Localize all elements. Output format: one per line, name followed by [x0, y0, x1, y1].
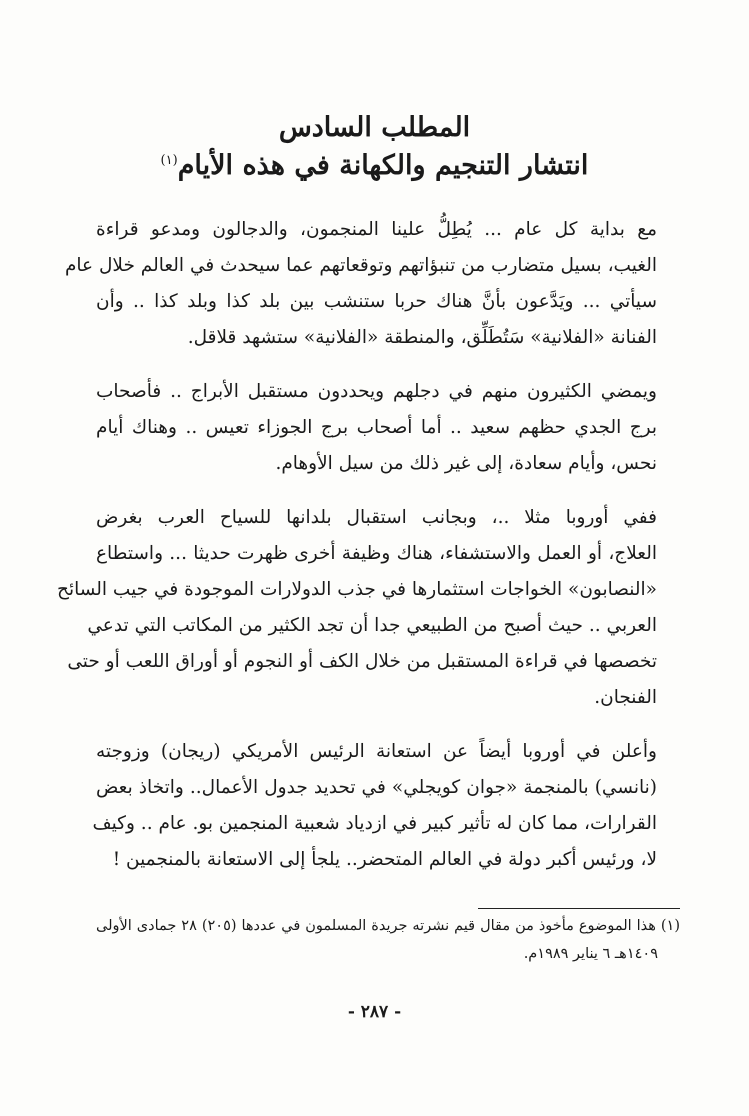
paragraph-4	[92, 734, 657, 878]
paragraph-line: ففي أوروبا مثلا ..، وبجانب استقبال بلدانها للسياح العرب بغرض	[96, 507, 657, 528]
paragraph-3	[57, 500, 657, 716]
footnote-line: (١) هذا الموضوع مأخوذ من مقال قيم نشرته جريدة المسلمون في عددها (٢٠٥) ٢٨ جمادى الأولى	[96, 918, 680, 934]
paragraph-line: (نانسي) بالمنجمة «جوان كويجلي» في تحديد جدول الأعمال.. واتخاذ بعض	[96, 777, 657, 798]
paragraph-line: برج الجدي حظهم سعيد .. أما أصحاب برج الجوزاء تعيس .. وهناك أيام	[96, 417, 657, 438]
footnote-line: ١٤٠٩هـ ٦ يناير ١٩٨٩م.	[523, 946, 658, 962]
paragraph-line: «النصابون» الخواجات استثمارها في جذب الدولارات الموجودة في جيب السائح	[57, 579, 657, 600]
footnote	[96, 912, 680, 968]
paragraph-line: ويمضي الكثيرون منهم في دجلهم ويحددون مستقبل الأبراج .. فأصحاب	[96, 381, 657, 402]
paragraph-line: تخصصها في قراءة المستقبل من خلال الكف أو النجوم أو أوراق اللعب أو حتى	[67, 651, 657, 672]
paragraph-line: الغيب، بسيل متضارب من تنبؤاتهم وتوقعاتهم عما سيحدث في العالم خلال عام	[64, 255, 657, 276]
paragraph-2	[96, 374, 657, 482]
paragraph-line: الفنانة «الفلانية» سَتُطَلِّق، والمنطقة «الفلانية» ستشهد قلاقل.	[187, 327, 657, 348]
paragraph-line: العلاج، أو العمل والاستشفاء، هناك وظيفة أخرى ظهرت حديثا ... واستطاع	[96, 543, 657, 564]
paragraph-line: نحس، وأيام سعادة، إلى غير ذلك من سيل الأوهام.	[275, 453, 657, 474]
paragraph-line: الفنجان.	[594, 687, 657, 708]
paragraph-line: سيأتي ... ويَدَّعون بأنَّ هناك حربا ستنشب بين بلد كذا وبلد كذا .. وأن	[96, 291, 657, 312]
paragraph-line: وأعلن في أوروبا أيضاً عن استعانة الرئيس الأمريكي (ريجان) وزوجته	[96, 741, 657, 762]
paragraph-line: العربي .. حيث أصبح من الطبيعي جدا أن تجد الكثير من المكاتب التي تدعي	[87, 615, 657, 636]
footnote-reference: (١)	[160, 153, 178, 168]
chapter-title-text: انتشار التنجيم والكهانة في هذه الأيام	[177, 150, 589, 181]
section-heading: المطلب السادس	[278, 112, 471, 143]
page-number: - ٢٨٧ -	[347, 1002, 402, 1022]
paragraph-line: القرارات، مما كان له تأثير كبير في ازدياد شعبية المنجمين بو. عام .. وكيف	[92, 813, 657, 834]
paragraph-line: مع بداية كل عام ... يُطِلُّ علينا المنجمون، والدجالون ومدعو قراءة	[96, 219, 657, 240]
footnote-divider	[478, 908, 680, 909]
paragraph-line: لا، ورئيس أكبر دولة في العالم المتحضر.. يلجأ إلى الاستعانة بالمنجمين !	[112, 849, 657, 870]
paragraph-1	[64, 212, 657, 356]
chapter-title	[0, 150, 749, 181]
